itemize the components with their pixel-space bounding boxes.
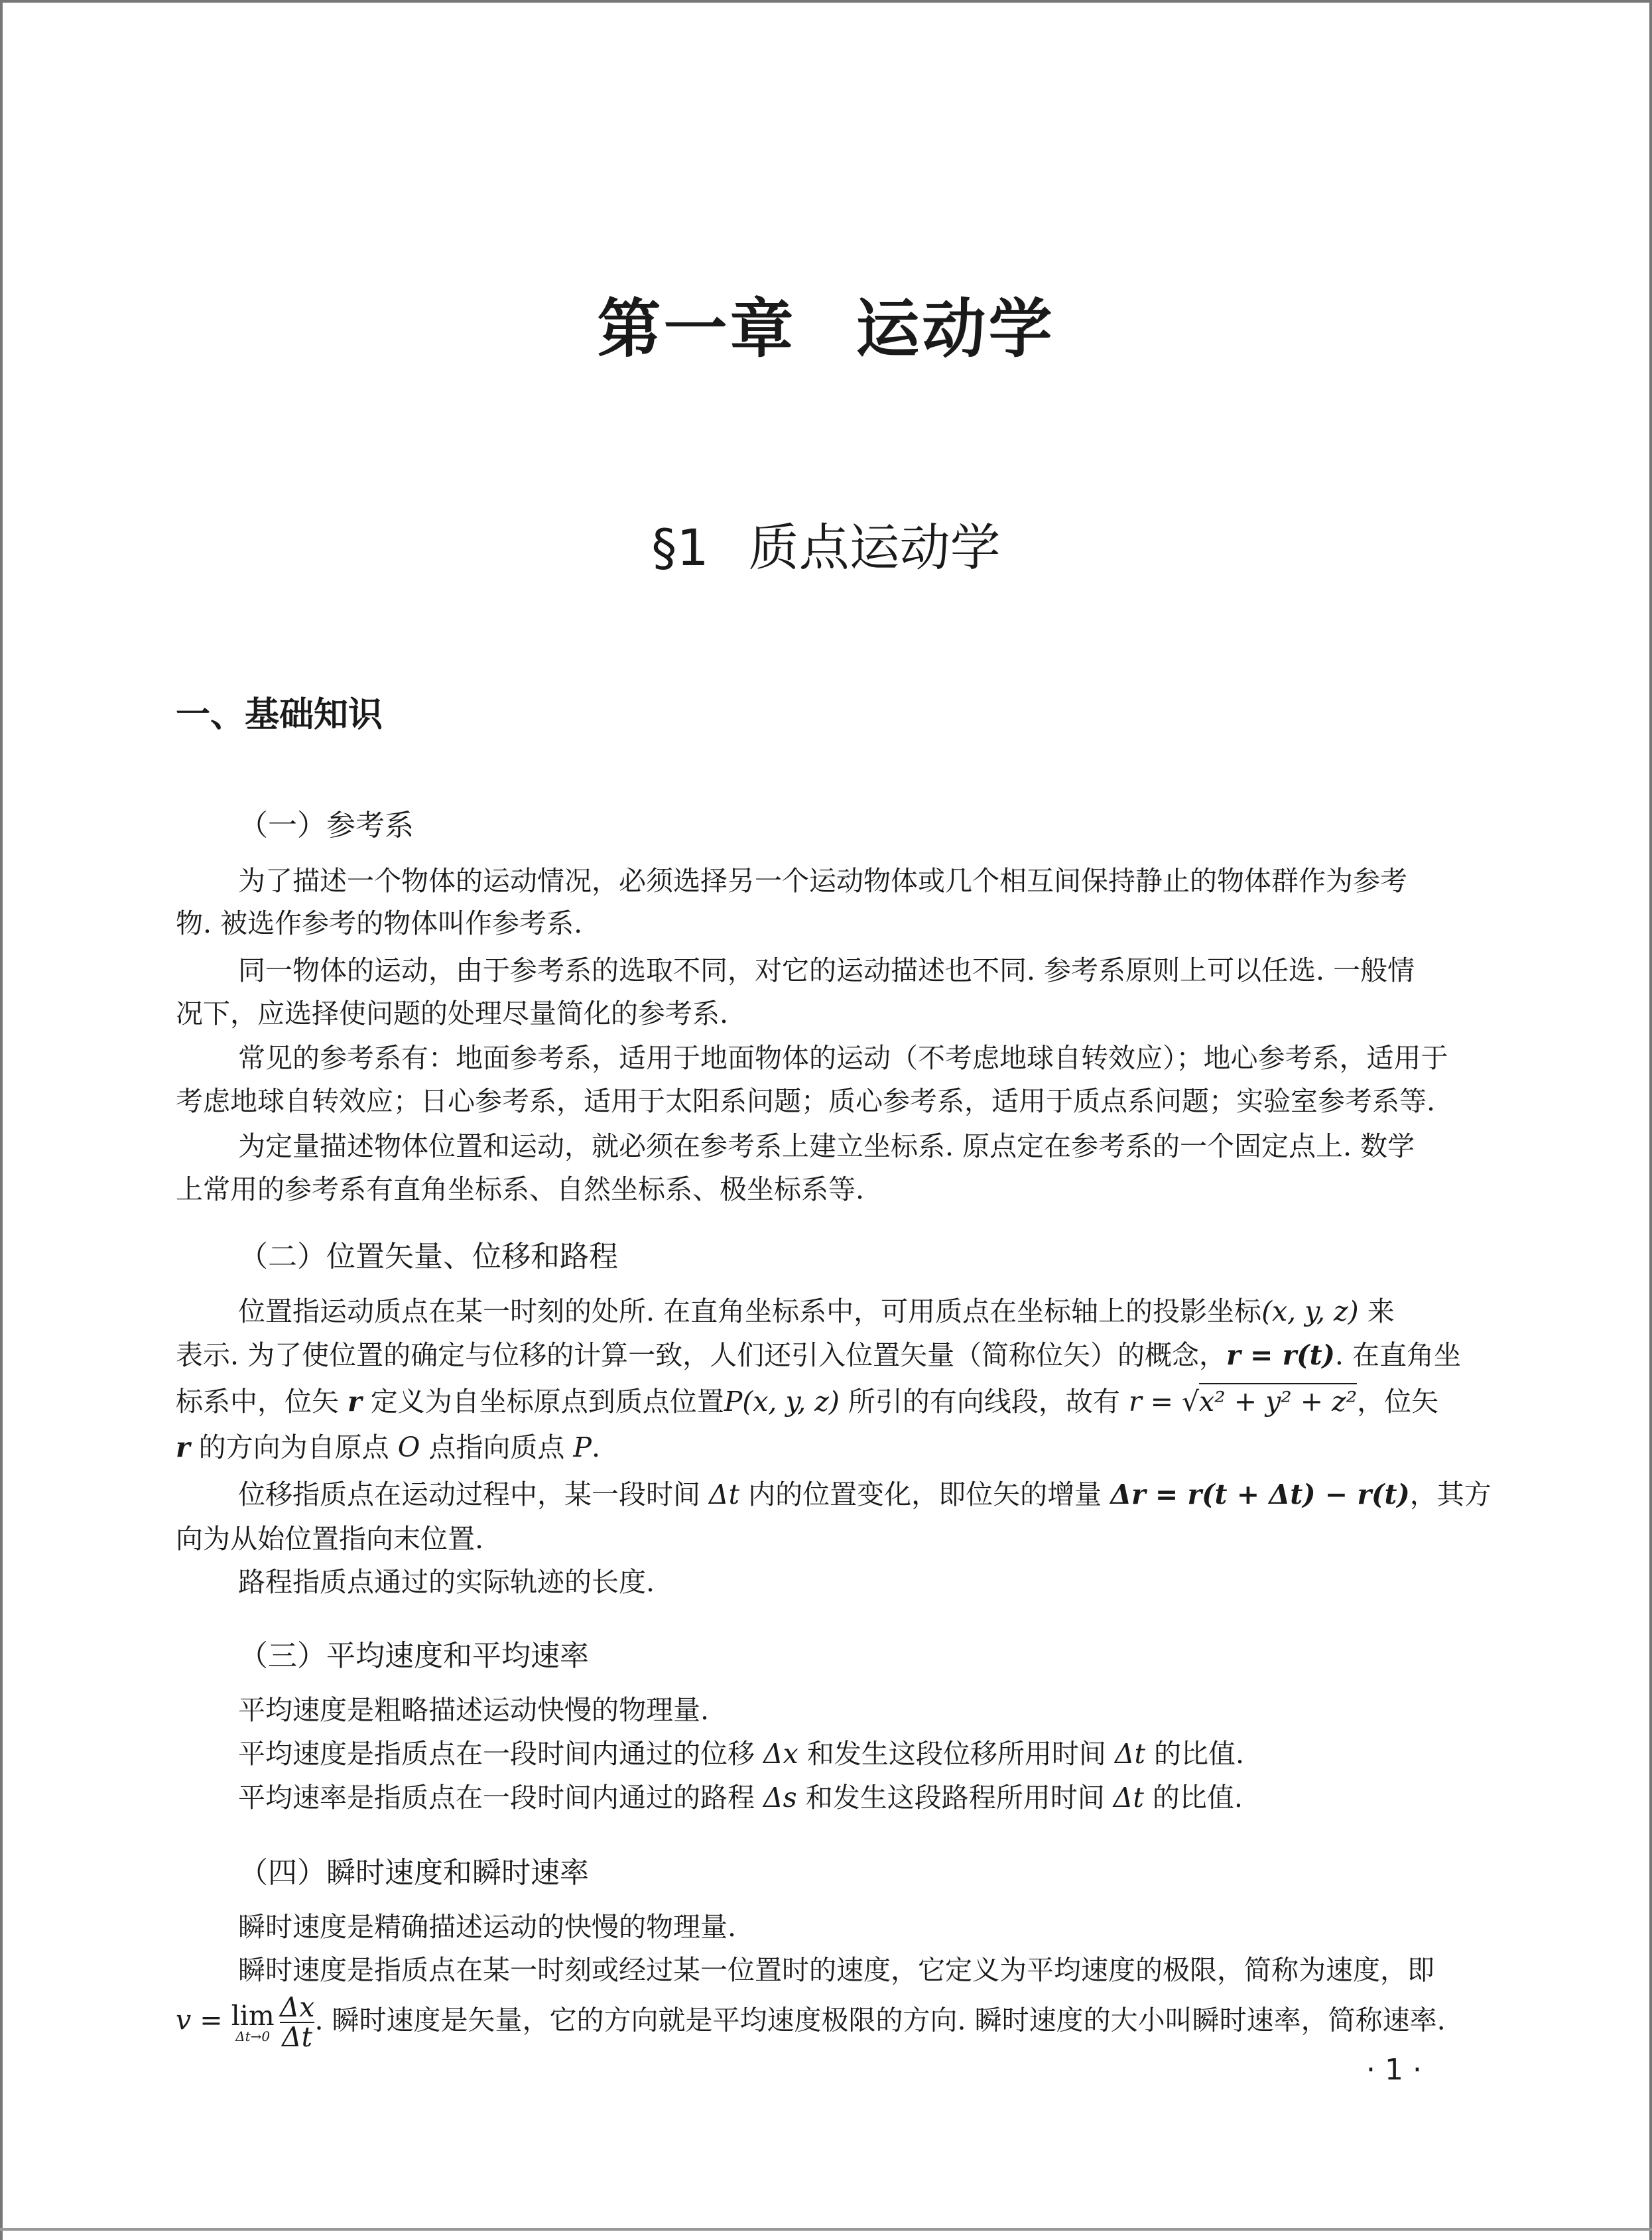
paragraph-line: r 的方向为自原点 O 点指向质点 P.	[176, 1431, 601, 1463]
paragraph-line: 为定量描述物体位置和运动，就必须在参考系上建立坐标系. 原点定在参考系的一个固定点上. 数学	[238, 1130, 1415, 1162]
paragraph-line: 路程指质点通过的实际轨迹的长度.	[238, 1566, 655, 1598]
section-number: §1	[651, 518, 709, 577]
page-border-top	[0, 0, 1652, 3]
paragraph-line: 为了描述一个物体的运动情况，必须选择另一个运动物体或几个相互间保持静止的物体群作为参考	[238, 865, 1407, 897]
paragraph-line: 平均速度是粗略描述运动快慢的物理量.	[238, 1694, 710, 1726]
paragraph-line: 瞬时速度是精确描述运动的快慢的物理量.	[238, 1911, 737, 1943]
heading-basic-knowledge: 一、基础知识	[176, 695, 383, 735]
chapter-number: 第一章	[597, 291, 796, 366]
page-number: · 1 ·	[1366, 2053, 1422, 2087]
paragraph-line: 表示. 为了使位置的确定与位移的计算一致，人们还引入位置矢量（简称位矢）的概念，r = r(t). 在直角坐	[176, 1339, 1461, 1371]
paragraph-line: 向为从始位置指向末位置.	[176, 1523, 484, 1555]
paragraph-line: 瞬时速度是指质点在某一时刻或经过某一位置时的速度，它定义为平均速度的极限，简称为速度，即	[238, 1954, 1434, 1986]
paragraph-line: 况下，应选择使问题的处理尽量简化的参考系.	[176, 998, 729, 1029]
paragraph-line: 标系中，位矢 r 定义为自坐标原点到质点位置P(x, y, z) 所引的有向线段，故有 r = √x² + y² + z²，位矢	[176, 1388, 1476, 1416]
paragraph-line: 平均速率是指质点在一段时间内通过的路程 Δs 和发生这段路程所用时间 Δt 的比值.	[238, 1782, 1243, 1813]
paragraph-line: 同一物体的运动，由于参考系的选取不同，对它的运动描述也不同. 参考系原则上可以任选. 一般情	[238, 955, 1415, 986]
subheading-reference-frame: （一）参考系	[239, 809, 414, 842]
velocity-fraction: $\frac{\Delta x}{\Delta t}$	[279, 1991, 315, 2054]
section-title	[0, 507, 1652, 580]
subheading-average-velocity: （三）平均速度和平均速率	[239, 1639, 589, 1673]
limit-operator: lim Δt→0	[231, 1999, 275, 2044]
subheading-instantaneous-velocity: （四）瞬时速度和瞬时速率	[239, 1856, 589, 1890]
paragraph-line: 位移指质点在运动过程中，某一段时间 Δt 内的位置变化，即位矢的增量 Δr = r(t + Δt) − r(t)，其方	[238, 1479, 1492, 1510]
chapter-title	[0, 279, 1652, 369]
chapter-name: 运动学	[856, 291, 1055, 366]
paragraph-line: v = lim Δt→0 $\frac{\Delta x}{\Delta t}$ . 瞬时速度是矢量，它的方向就是平均速度极限的方向. 瞬时速度的大小叫瞬时速率，简称速率.	[176, 1991, 1446, 2054]
paragraph-line: 考虑地球自转效应；日心参考系，适用于太阳系问题；质心参考系，适用于质点系问题；实验室参考系等.	[176, 1085, 1436, 1117]
section-name: 质点运动学	[748, 518, 1001, 577]
page-border-bottom	[0, 2228, 1652, 2231]
subheading-position-displacement: （二）位置矢量、位移和路程	[239, 1240, 618, 1274]
paragraph-line: 上常用的参考系有直角坐标系、自然坐标系、极坐标系等.	[176, 1173, 865, 1205]
paragraph-line: 位置指运动质点在某一时刻的处所. 在直角坐标系中，可用质点在坐标轴上的投影坐标(x, y, z) 来	[238, 1295, 1395, 1327]
paragraph-line: 物. 被选作参考的物体叫作参考系.	[176, 907, 583, 939]
paragraph-line: 常见的参考系有：地面参考系，适用于地面物体的运动（不考虑地球自转效应）；地心参考系，适用于	[238, 1042, 1448, 1074]
paragraph-line: 平均速度是指质点在一段时间内通过的位移 Δx 和发生这段位移所用时间 Δt 的比值.	[238, 1738, 1245, 1770]
